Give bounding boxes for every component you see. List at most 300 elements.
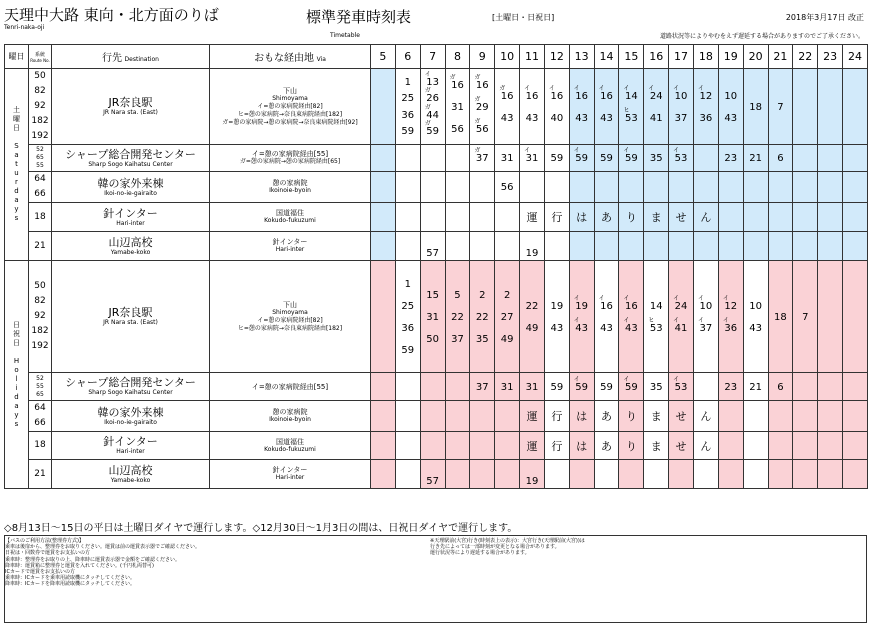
destination-en: JR Nara sta. (East) — [103, 319, 158, 326]
hour-cell — [743, 69, 768, 145]
route-marker: イ — [524, 147, 531, 154]
hour-cell-inner — [619, 432, 643, 459]
route-marker: イ — [697, 84, 704, 92]
route-marker: イ — [623, 147, 630, 154]
hour-cell-inner — [694, 402, 718, 430]
departure-minute: 26 — [426, 93, 439, 105]
hour-cell — [718, 203, 743, 232]
hour-cell — [818, 232, 843, 261]
hour-cell — [768, 172, 793, 203]
departure-minute: ん — [700, 211, 712, 224]
hour-cell — [395, 401, 420, 432]
hour-6: 6 — [395, 45, 420, 69]
departure-minute: ん — [700, 439, 712, 453]
hour-cell-inner — [744, 460, 768, 488]
destination-ja: 山辺高校 — [108, 235, 153, 249]
route-marker: イ — [573, 316, 580, 324]
hour-cell — [693, 401, 718, 432]
hour-cell-inner — [371, 432, 395, 459]
departure-minute: 14 — [624, 90, 638, 102]
hour-cell-inner — [843, 460, 867, 488]
departure-minute: 19 — [525, 248, 539, 259]
table-row — [5, 203, 868, 232]
departure-minute: 25 — [401, 300, 415, 312]
hour-cell-inner — [446, 432, 470, 459]
hour-23: 23 — [818, 45, 843, 69]
departure-minute: 37 — [451, 333, 464, 345]
departure-minute: 57 — [426, 248, 439, 259]
hour-cell-inner — [719, 373, 743, 400]
day-label-char: S — [14, 142, 19, 150]
hour-cell — [594, 232, 619, 261]
hour-cell-inner — [669, 203, 693, 231]
hour-cell — [669, 145, 694, 172]
hour-cell-inner — [793, 71, 817, 142]
departure-minute: 14 — [649, 300, 663, 312]
hour-cell-inner — [570, 373, 594, 400]
destination-ja: JR奈良駅 — [108, 306, 153, 319]
hour-cell — [371, 172, 396, 203]
departure-minute: 36 — [401, 109, 415, 121]
route-marker: イ — [573, 375, 580, 383]
hour-cell-inner — [520, 203, 544, 231]
departure-minute: 37 — [475, 153, 489, 164]
via-stops — [210, 373, 371, 401]
hour-cell-inner — [719, 460, 743, 488]
departure-minute: せ — [675, 410, 687, 423]
hour-cell — [395, 172, 420, 203]
route-numbers: 50 82 92 182 192 — [29, 69, 52, 145]
hour-cell-inner — [545, 145, 569, 171]
hour-21: 21 — [768, 45, 793, 69]
day-label-char: l — [15, 374, 18, 383]
hour-cell — [420, 203, 445, 232]
departure-minute: 59 — [550, 381, 564, 393]
route-marker: ヒ — [648, 316, 655, 324]
departure-minute: 36 — [724, 322, 738, 334]
hour-22: 22 — [793, 45, 818, 69]
via-stops — [210, 172, 371, 203]
timetable-body — [5, 69, 868, 489]
hour-cell — [445, 401, 470, 432]
hour-cell — [594, 401, 619, 432]
departure-minute: 行 — [551, 211, 563, 224]
hour-cell-inner — [545, 402, 569, 430]
route-marker: イ — [623, 375, 630, 383]
departure-minute: せ — [675, 211, 687, 224]
destination — [52, 232, 210, 261]
hour-cell-inner — [644, 145, 668, 171]
hour-cell — [445, 69, 470, 145]
departure-minute: 運 — [526, 211, 538, 224]
departure-minute: 59 — [624, 381, 638, 393]
via-line: イ=憩の家病院経由[55] — [251, 150, 329, 158]
hour-cell — [520, 373, 545, 401]
hour-cell-inner — [446, 145, 470, 171]
route-numbers: 64 66 — [29, 172, 52, 203]
hour-cell-inner — [595, 432, 619, 459]
departure-minute: 2 — [479, 289, 486, 301]
hour-cell-inner — [719, 71, 743, 142]
hour-cell-inner — [396, 432, 420, 459]
legend-line: ※天理駅前(大宮)行き(時刻表上の表示)：大宮行き(天理駅前(大宮))は — [430, 538, 585, 544]
legend-line: 乗車時：ICカードを乗車用読取機にタッチしてください。 — [5, 575, 135, 582]
departure-minute: 31 — [525, 153, 539, 164]
day-label-char: d — [14, 392, 19, 401]
hour-cell — [768, 460, 793, 489]
via-line: 下山 — [283, 86, 297, 95]
departure-minute: 49 — [500, 333, 514, 345]
hour-cell — [718, 373, 743, 401]
route-numbers: 50 82 92 182 192 — [29, 261, 52, 373]
hour-cell — [520, 69, 545, 145]
route-numbers: 52 55 65 — [29, 373, 52, 401]
hour-cell — [420, 432, 445, 460]
hour-cell-inner — [396, 232, 420, 260]
departure-minute: 16 — [600, 90, 613, 102]
destination-en: Sharp Sogo Kaihatsu Center — [88, 389, 173, 396]
destination-en: Yamabe-koko — [110, 248, 151, 256]
departure-minute: 12 — [699, 90, 713, 102]
departure-minute: 24 — [649, 90, 663, 102]
stop-name: 天理中大路 東向・北方面のりば — [4, 6, 219, 24]
hour-cell — [395, 432, 420, 460]
departure-minute: 13 — [426, 76, 439, 88]
hour-cell-inner — [495, 460, 519, 488]
route-marker: イ — [673, 375, 680, 383]
day-label-char: y — [14, 205, 19, 213]
hour-cell — [395, 203, 420, 232]
hour-cell — [420, 232, 445, 261]
hour-cell — [544, 69, 569, 145]
hour-14: 14 — [594, 45, 619, 69]
hour-cell-inner — [644, 373, 668, 400]
hour-cell — [594, 145, 619, 172]
via-line: Shimoyama — [272, 308, 308, 316]
hour-cell-inner — [545, 373, 569, 400]
destination-ja: 針インター — [103, 435, 158, 448]
departure-minute: 35 — [649, 381, 663, 393]
table-row — [5, 401, 868, 432]
via-stops — [210, 432, 371, 460]
destination — [52, 69, 210, 145]
hour-cell-inner — [744, 203, 768, 231]
via-line: Hari-inter — [275, 474, 305, 481]
hour-cell-inner — [570, 261, 594, 372]
hour-cell-inner — [644, 261, 668, 372]
route-marker: イ — [573, 84, 580, 92]
hour-cell-inner — [570, 460, 594, 488]
hour-cell-inner — [470, 71, 494, 142]
table-row — [5, 373, 868, 401]
hour-cell-inner — [694, 232, 718, 260]
hour-cell-inner — [818, 203, 842, 231]
destination-ja: 針インター — [103, 206, 158, 220]
hour-15: 15 — [619, 45, 644, 69]
hour-cell — [395, 145, 420, 172]
hour-cell — [594, 460, 619, 489]
hour-17: 17 — [669, 45, 694, 69]
hour-5: 5 — [371, 45, 396, 69]
hour-cell-inner — [446, 261, 470, 372]
hour-cell-inner — [520, 71, 544, 142]
hour-cell-inner — [520, 460, 544, 488]
hour-cell — [843, 145, 868, 172]
hour-cell — [644, 432, 669, 460]
hour-cell — [743, 232, 768, 261]
hour-cell — [371, 203, 396, 232]
hour-cell — [818, 69, 843, 145]
hour-cell — [693, 261, 718, 373]
legend-left — [5, 538, 405, 588]
departure-minute: 16 — [525, 90, 539, 102]
hour-cell-inner — [843, 174, 867, 201]
hour-cell — [495, 432, 520, 460]
hour-cell-inner — [793, 174, 817, 201]
hour-cell-inner — [396, 71, 420, 142]
hour-cell-inner — [744, 174, 768, 201]
departure-minute: 59 — [600, 381, 613, 393]
departure-minute: 16 — [624, 300, 638, 312]
hour-cell-inner — [793, 373, 817, 400]
legend-line: 日祝は・回数券で運賃をお支払いの方 — [5, 550, 91, 557]
hour-cell-inner — [545, 232, 569, 260]
hour-cell — [843, 69, 868, 145]
hour-cell-inner — [644, 71, 668, 142]
route-marker: イ — [722, 294, 729, 302]
hour-cell — [644, 460, 669, 489]
day-label-char — [5, 133, 28, 142]
hour-cell-inner — [619, 71, 643, 142]
hour-cell-inner — [396, 203, 420, 231]
day-label-char: a — [14, 401, 19, 410]
hour-cell — [743, 145, 768, 172]
departure-minute: 35 — [475, 333, 489, 345]
hour-cell-inner — [470, 402, 494, 430]
departure-minute: 運 — [526, 410, 538, 423]
hour-cell — [420, 69, 445, 145]
hour-cell — [445, 232, 470, 261]
hour-cell — [594, 432, 619, 460]
hour-cell-inner — [495, 432, 519, 459]
hour-cell-inner — [769, 460, 793, 488]
departure-minute: 50 — [426, 333, 439, 345]
departure-minute: 59 — [401, 344, 415, 356]
hour-cell-inner — [843, 373, 867, 400]
hour-20: 20 — [743, 45, 768, 69]
hour-cell — [743, 432, 768, 460]
hour-cell — [793, 145, 818, 172]
destination — [52, 261, 210, 373]
hour-cell — [495, 232, 520, 261]
via-line: 憩の家病院 — [272, 179, 308, 187]
departure-minute: 59 — [550, 153, 564, 164]
hour-cell — [843, 232, 868, 261]
hour-cell — [793, 69, 818, 145]
departure-minute: 59 — [401, 126, 415, 138]
hour-cell-inner — [793, 402, 817, 430]
route-marker: ヒ — [623, 106, 630, 114]
hour-cell-inner — [818, 460, 842, 488]
hour-cell — [445, 373, 470, 401]
hour-cell — [544, 401, 569, 432]
departure-minute: 31 — [500, 381, 514, 393]
hour-cell — [544, 432, 569, 460]
hour-cell — [743, 373, 768, 401]
departure-minute: 41 — [674, 322, 688, 334]
departure-minute: 2 — [503, 289, 511, 301]
departure-minute: は — [576, 439, 588, 453]
via-line: ガ=憩の家病院→憩の家病院経由[65] — [239, 158, 341, 165]
via-stops — [210, 203, 371, 232]
hour-cell-inner — [769, 232, 793, 260]
departure-minute: 43 — [575, 112, 589, 124]
via-line: Hari-inter — [275, 246, 305, 253]
departure-minute: 41 — [649, 112, 663, 124]
destination — [52, 145, 210, 172]
hour-cell-inner — [545, 203, 569, 231]
departure-minute: 行 — [551, 410, 563, 423]
departure-minute: 59 — [600, 153, 613, 164]
hour-cell — [693, 432, 718, 460]
departure-minute: 24 — [674, 300, 688, 312]
destination-ja: シャープ総合開発センター — [65, 376, 196, 389]
hour-cell — [768, 373, 793, 401]
hour-cell — [693, 145, 718, 172]
hour-cell-inner — [818, 373, 842, 400]
hour-cell-inner — [619, 145, 643, 171]
hour-cell-inner — [744, 261, 768, 372]
hour-cell — [644, 69, 669, 145]
hour-cell-inner — [470, 174, 494, 201]
hour-cell-inner — [446, 203, 470, 231]
hour-cell — [520, 232, 545, 261]
hour-cell — [718, 401, 743, 432]
destination-en: Sharp Sogo Kaihatsu Center — [88, 160, 173, 168]
hour-13: 13 — [569, 45, 594, 69]
via-line: 針インター — [272, 466, 308, 474]
hour-16: 16 — [644, 45, 669, 69]
hour-cell-inner — [669, 373, 693, 400]
departure-minute: 22 — [525, 300, 539, 312]
departure-minute: 29 — [475, 101, 489, 113]
hour-cell-inner — [371, 174, 395, 201]
hour-cell-inner — [396, 460, 420, 488]
departure-minute: 53 — [674, 153, 688, 164]
departure-minute: 22 — [451, 311, 464, 323]
hour-cell — [793, 401, 818, 432]
hour-cell — [445, 432, 470, 460]
hour-cell-inner — [769, 71, 793, 142]
hour-cell-inner — [470, 203, 494, 231]
departure-minute: 22 — [475, 311, 489, 323]
hour-cell-inner — [396, 373, 420, 400]
hour-cell-inner — [769, 432, 793, 459]
hour-cell-inner — [769, 373, 793, 400]
hour-cell-inner — [371, 145, 395, 171]
hour-cell — [470, 145, 495, 172]
hour-cell-inner — [470, 232, 494, 260]
departure-minute: ま — [650, 410, 662, 423]
hour-cell-inner — [669, 174, 693, 201]
via-line: イ=憩の家病院経由[82] — [257, 102, 323, 110]
route-marker: イ — [673, 84, 680, 92]
hour-cell-inner — [570, 232, 594, 260]
hour-cell — [470, 401, 495, 432]
hour-cell-inner — [545, 432, 569, 459]
hour-cell-inner — [421, 261, 445, 372]
departure-minute: あ — [601, 410, 613, 423]
hour-cell — [718, 460, 743, 489]
hour-cell — [594, 373, 619, 401]
via-line: 針インター — [272, 238, 308, 246]
departure-minute: り — [625, 439, 637, 453]
hour-cell — [619, 460, 644, 489]
hour-cell — [768, 145, 793, 172]
hour-cell — [371, 232, 396, 261]
hour-cell-inner — [495, 402, 519, 430]
hour-cell-inner — [520, 174, 544, 201]
hour-cell — [420, 401, 445, 432]
hour-cell — [743, 203, 768, 232]
destination — [52, 373, 210, 401]
hour-cell — [644, 373, 669, 401]
hour-cell-inner — [694, 261, 718, 372]
hour-cell-inner — [570, 71, 594, 142]
delay-notice: 道路状況等によりやむをえず遅延する場合がありますのでご了承ください。 — [659, 33, 864, 40]
hour-cell-inner — [644, 432, 668, 459]
hour-cell — [594, 203, 619, 232]
departure-minute: 43 — [749, 322, 762, 334]
hour-cell-inner — [371, 373, 395, 400]
departure-minute: 19 — [525, 476, 539, 487]
hour-cell-inner — [669, 432, 693, 459]
route-marker: イ — [697, 316, 704, 324]
hour-cell-inner — [818, 232, 842, 260]
hour-cell — [743, 261, 768, 373]
hour-cell-inner — [644, 402, 668, 430]
hour-cell-inner — [619, 232, 643, 260]
day-label-char: s — [14, 419, 19, 428]
route-marker: イ — [673, 316, 680, 324]
day-type: [土曜日・日祝日] — [492, 13, 555, 22]
route-marker: イ — [673, 147, 680, 154]
hour-cell-inner — [520, 261, 544, 372]
hour-cell — [768, 232, 793, 261]
departure-minute: 53 — [649, 322, 663, 334]
via-line: 国道福住 — [276, 437, 304, 446]
route-marker: ガ — [424, 103, 431, 111]
hour-cell-inner — [446, 460, 470, 488]
legend-right — [430, 538, 730, 557]
hour-cell-inner — [694, 203, 718, 231]
hour-cell — [818, 203, 843, 232]
hour-cell — [445, 460, 470, 489]
hour-cell — [371, 432, 396, 460]
hour-cell — [544, 145, 569, 172]
route-marker: イ — [697, 294, 704, 302]
hour-cell — [420, 373, 445, 401]
hour-cell — [644, 145, 669, 172]
departure-minute: 56 — [451, 123, 464, 135]
hour-cell-inner — [843, 402, 867, 430]
hour-cell-inner — [694, 174, 718, 201]
departure-minute: 16 — [575, 90, 589, 102]
hour-cell-inner — [769, 174, 793, 201]
hour-cell — [619, 401, 644, 432]
hour-cell-inner — [619, 373, 643, 400]
hour-cell-inner — [744, 432, 768, 459]
